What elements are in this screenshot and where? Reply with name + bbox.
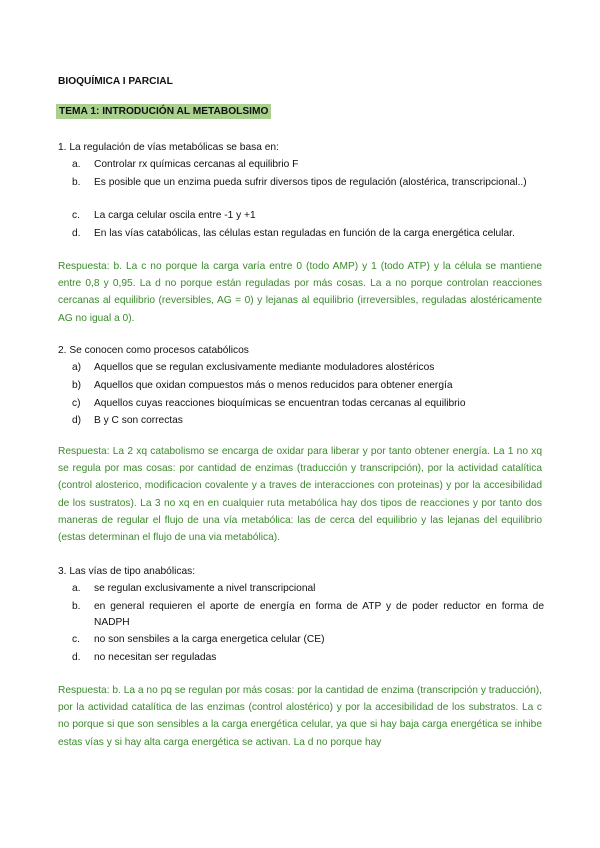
option-text: se regulan exclusivamente a nivel transcripcional [94,583,316,594]
q3-option-a [72,581,542,597]
option-text: B y C son correctas [94,415,183,426]
option-text: Es posible que un enzima pueda sufrir diversos tipos de regulación (alostérica, transcripcional..) [94,177,527,188]
option-text: Aquellos cuyas reacciones bioquímicas se encuentran todas cercanas al equilibrio [94,398,466,409]
option-marker: a. [72,159,81,170]
q2-option-c [72,396,542,412]
option-marker: a) [72,362,82,373]
question-3: 3. Las vías de tipo anabólicas: [58,566,196,577]
q1-option-b [72,175,542,191]
option-text: no son sensbiles a la carga energetica celular (CE) [94,634,325,645]
q3-answer: Respuesta: b. La a no pq se regulan por más cosas: por la cantidad de enzima (transcripción y traducción), por la actividad catalítica de las enzimas (control alostérico) y por la accesibilidad de los substratos. La c no porque si que son sensibles a la carga energética celular, ya que si hay baja carga energética se inhibe estas vías y si hay alta carga energética se activan. La d no porque hay [58,685,542,748]
option-marker: a. [72,583,81,594]
option-text: en general requieren el aporte de energía en forma de ATP y de poder reductor en forma de NADPH [94,601,544,628]
option-marker: d) [72,415,82,426]
q3-option-b [72,599,544,628]
q1-answer: Respuesta: b. La c no porque la carga varía entre 0 (todo AMP) y 1 (todo ATP) y la célula se mantiene entre 0,8 y 0,95. La d no porque están reguladas por más cosas. La a no porque controlan reacciones cercanas al equilibrio (reversibles, AG = 0) y lejanas al equilibrio (irreversibles, reguladas alostéricamente AG no igual a 0). [58,261,542,324]
option-text: La carga celular oscila entre -1 y +1 [94,210,256,221]
option-text: no necesitan ser reguladas [94,652,217,663]
q2-option-d [72,413,542,429]
q3-option-d [72,650,542,666]
question-1: 1. La regulación de vías metabólicas se basa en: [58,142,279,153]
q1-option-d [72,226,542,242]
q1-option-c [72,208,542,224]
option-marker: c) [72,398,81,409]
q2-option-a [72,360,542,376]
q2-answer: Respuesta: La 2 xq catabolismo se encarga de oxidar para liberar y por tanto obtener energía. La 1 no xq se regula por mas cosas: por cantidad de enzimas (traducción y transcripción), por la actividad catalítica (control alosterico, modificacion covalente y a traves de interacciones con proteinas) y por la accesibilidad de los sustratos). La 3 no xq en en cualquier ruta metabólica hay dos tipos de reacciones y por tanto dos maneras de regular el flujo de una vía metabólica: las de cerca del equilibrio y las lejanas del equilibrio (estas determinan el flujo de una via metabólica). [58,446,542,544]
option-marker: b) [72,380,82,391]
q1-option-a [72,157,542,173]
q3-option-c [72,632,542,648]
option-marker: b. [72,601,81,612]
option-text: Aquellos que oxidan compuestos más o menos reducidos para obtener energía [94,380,453,391]
section-heading: TEMA 1: INTRODUCIÓN AL METABOLSIMO [56,104,271,119]
option-text: Controlar rx químicas cercanas al equilibrio F [94,159,299,170]
option-marker: d. [72,652,81,663]
option-marker: d. [72,228,81,239]
option-text: En las vías catabólicas, las células estan reguladas en función de la carga energética celular. [94,228,515,239]
option-marker: b. [72,177,81,188]
option-marker: c. [72,634,80,645]
q2-option-b [72,378,542,394]
option-text: Aquellos que se regulan exclusivamente mediante moduladores alostéricos [94,362,435,373]
question-2: 2. Se conocen como procesos catabólicos [58,345,249,356]
option-marker: c. [72,210,80,221]
document-title: BIOQUÍMICA I PARCIAL [58,76,173,87]
